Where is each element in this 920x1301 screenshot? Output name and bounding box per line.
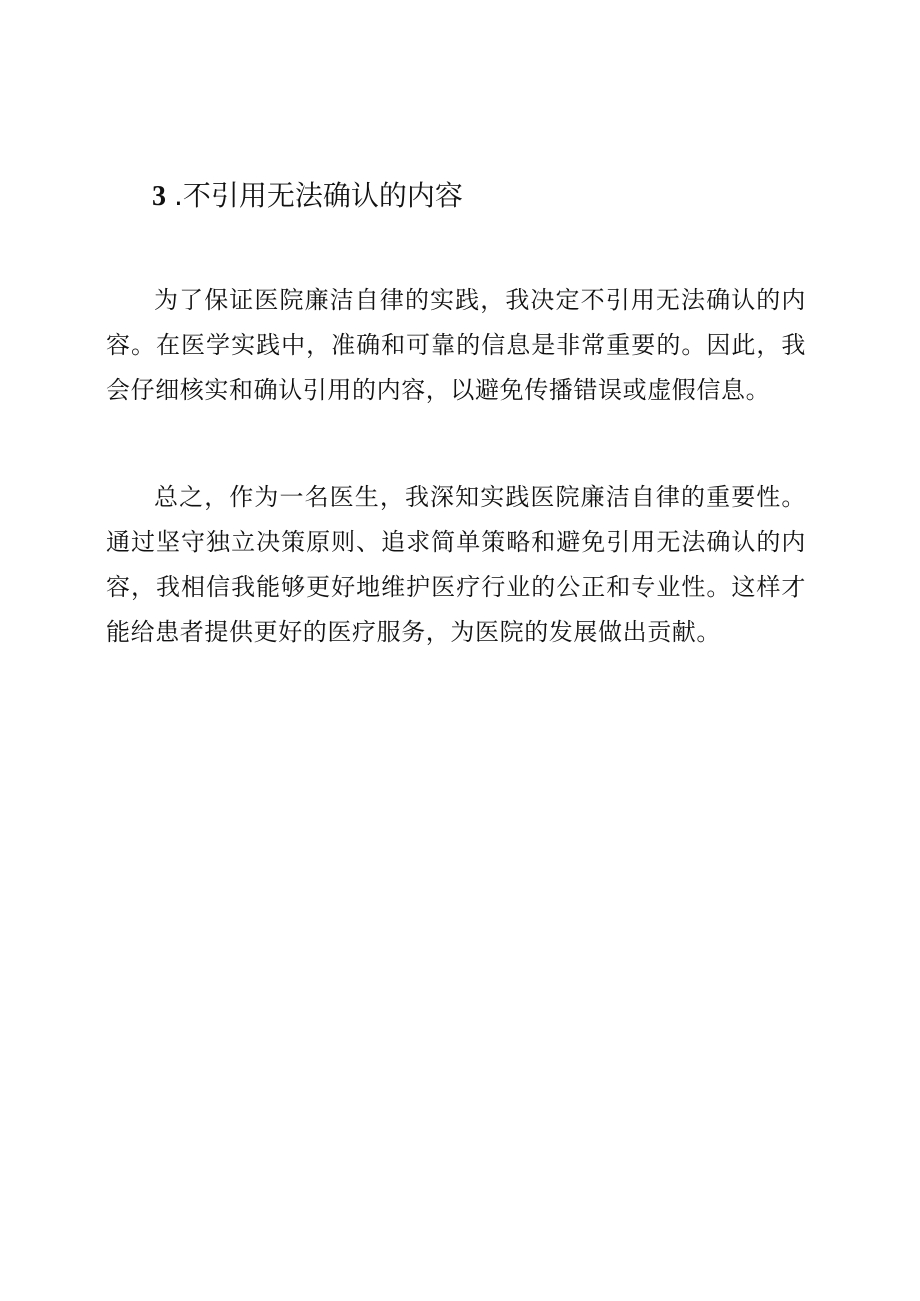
section-title: .不引用无法确认的内容 (174, 179, 463, 212)
section-number: 3 (152, 181, 166, 212)
section-heading (152, 176, 463, 217)
paragraph-verification: 为了保证医院廉洁自律的实践，我决定不引用无法确认的内容。在医学实践中，准确和可靠的信息是非常重要的。因此，我会仔细核实和确认引用的内容，以避免传播错误或虚假信息。 (106, 286, 806, 404)
paragraph-conclusion: 总之，作为一名医生，我深知实践医院廉洁自律的重要性。通过坚守独立决策原则、追求简单策略和避免引用无法确认的内容，我相信我能够更好地维护医疗行业的公正和专业性。这样才能给患者提供更好的医疗服务，为医院的发展做出贡献。 (106, 483, 806, 646)
